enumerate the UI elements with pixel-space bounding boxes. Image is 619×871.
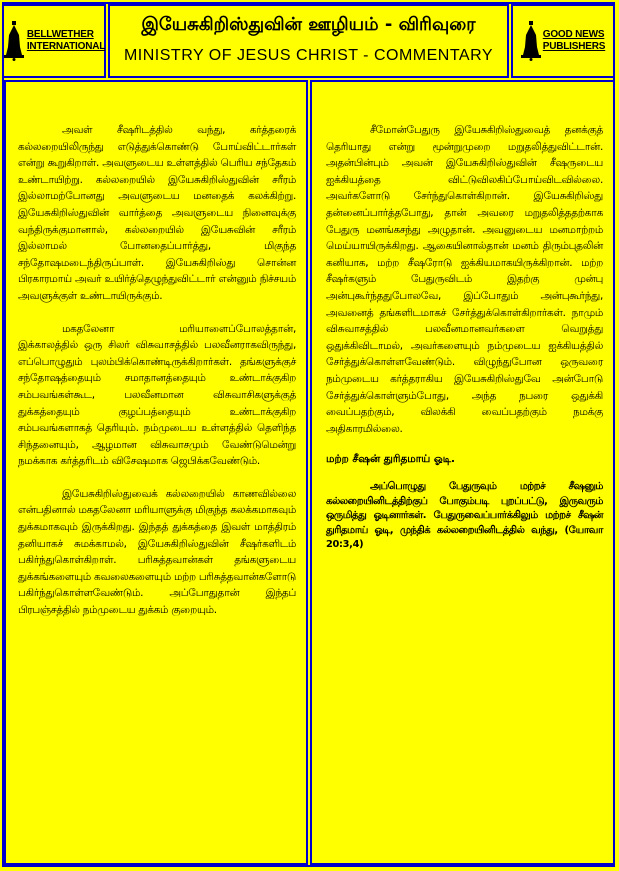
bell-icon: [521, 21, 541, 61]
left-column: [4, 80, 308, 865]
title-tamil: இயேசுகிறிஸ்துவின் ஊழியம் - விரிவுரை: [141, 14, 476, 35]
bellwether-logo: [2, 4, 106, 78]
logo-left-line1: BELLWETHER: [26, 29, 94, 40]
good-news-logo: [511, 4, 615, 78]
right-column: [310, 80, 615, 865]
header: [2, 2, 615, 78]
logo-right-line2: PUBLISHERS: [542, 41, 606, 52]
title-box: [108, 4, 509, 78]
right-paragraph-1: சீமோன்பேதுரு இயேசுகிறிஸ்துவைத் தனக்குத் தெரியாது என்று மூன்றுமுறை மறுதலித்துவிட்டான். அதன்பின்பும் அவன் இயேசுகிறிஸ்துவின் சீஷருடைய ஐக்கியத்தை விட்டுவிலகிப்போய்விடவில்லை. அவர்களோடு சேர்ந்துகொள்கிறான். இயேசுகிறிஸ்து தன்னைப்பார்த்தபோது, தான் அவரை மறுதலித்ததற்காக பேதுரு மனங்கசந்து அழுதான். அவனுடைய மனமாற்றம் மெய்யாயிருக்கிறது. ஆகையினால்தான் மனம் திரும்புதலின் கனியாக, மற்ற சீஷரோடு ஐக்கியமாகயிருக்கிறான். மற்ற சீஷர்களும் பேதுருவிடம் இதற்கு முன்பு அன்புகூர்ந்ததுபோலவே, இப்போதும் அன்புகூர்ந்து, அவனைத் தங்களிடமாகச் சேர்த்துக்கொள்கிறார்கள். நாமும் விசுவாசத்தில் பலவீனமானவர்களை வெறுத்து ஒதுக்கிவிடாமல், அவர்களையும் நம்முடைய ஐக்கியத்தில் சேர்த்துக்கொள்ளவேண்டும். விழுந்துபோன ஒருவரை நம்முடைய கர்த்தராகிய இயேசுகிறிஸ்துவே அன்போடு சேர்த்துக்கொள்ளும்போது, அந்த நபரை ஒதுக்கி வைப்பதற்கும், விலக்கி வைப்பதற்கும் நமக்கு அதிகாரமில்லை.: [326, 124, 603, 435]
left-paragraph-3: இயேசுகிறிஸ்துவைக் கல்லறையில் காணவில்லை என்பதினால் மகதலேனா மரியாளுக்கு மிகுந்த கலக்கமாகவும் துக்கமாகவும் இருக்கிறது. இந்தத் துக்கத்தை இவள் மாத்திரம் தனியாகச் சுமக்காமல், இயேசுகிறிஸ்துவின் சீஷர்களிடம் பகிர்ந்துகொள்கிறாள். பரிசுத்தவான்கள் தங்களுடைய துக்கங்களையும் கவலைகளையும் மற்ற பரிசுத்தவான்களோடு பகிர்ந்துகொள்ளவேண்டும். அப்போதுதான் இந்தப் பிரபஞ்சத்தில் நம்முடைய துக்கம் குறையும்.: [18, 487, 296, 617]
bell-icon: [3, 21, 25, 61]
scripture-quote: அப்பொழுது பேதுருவும் மற்றச் சீஷனும் கல்லறையினிடத்திற்குப் போகும்படி புறப்பட்டு, இருவரும் ஒருமித்து ஓடினார்கள். பேதுருவைப்பார்க்கிலும் மற்றச் சீஷன் துரிதமாய் ஓடி, முந்திக் கல்லறையினிடத்தில் வந்து, (யோவா 20:3,4): [326, 481, 603, 551]
left-paragraph-2: மகதலேனா மரியாளைப்போலத்தான், இக்காலத்தில் ஒரு சிலர் விசுவாசத்தில் பலவீனராகவிருந்து, எப்பொழுதும் புலம்பிக்கொண்டிருக்கிறார்கள். தங்களுக்குச் சந்தோஷத்தையும் சமாதானத்தையும் உண்டாக்குகிற சம்பவங்கள்கூட, பலவீனமான விசுவாசிகளுக்குத் துக்கத்தையும் குழப்பத்தையும் உண்டாக்குகிற சம்பவங்களாகத் தெரியும். நம்முடைய உள்ளத்தில் தெளிந்த சிந்தனையும், ஆழமான விசுவாசமும் வேண்டுமென்று நமக்காக கர்த்தரிடம் விசேஷமாக ஜெபிக்கவேண்டும்.: [18, 322, 296, 468]
logo-left-line2: INTERNATIONAL: [26, 41, 106, 52]
section-heading: மற்ற சீஷன் துரிதமாய் ஓடி.: [326, 453, 456, 466]
left-paragraph-1: அவள் சீஷரிடத்தில் வந்து, கர்த்தரைக் கல்லறையிலிருந்து எடுத்துக்கொண்டு போய்விட்டார்கள் என்று கூறுகிறாள். அவளுடைய உள்ளத்தில் பெரிய சந்தேகம் உண்டாயிற்று. கல்லறையில் இயேசுகிறிஸ்துவின் சரீரம் இல்லாமற்போனது அவளுடைய மனதைக் கலக்கிற்று. இயேசுகிறிஸ்துவின் வார்த்தை அவளுடைய நினைவுக்கு வந்திருக்குமானால், கல்லறையில் இயேசுவின் சரீரம் இல்லாமல் போனதைப்பார்த்து, மிகுந்த சந்தோஷமடைந்திருப்பாள். இயேசுகிறிஸ்து சொன்ன பிரகாரமாய் அவர் உயிர்த்தெழுந்துவிட்டார் என்னும் நிச்சயம் அவளுக்குள் உண்டாயிருக்கும்.: [18, 124, 296, 302]
logo-right-line1: GOOD NEWS: [542, 29, 605, 40]
title-english: MINISTRY OF JESUS CHRIST - COMMENTARY: [123, 47, 494, 64]
